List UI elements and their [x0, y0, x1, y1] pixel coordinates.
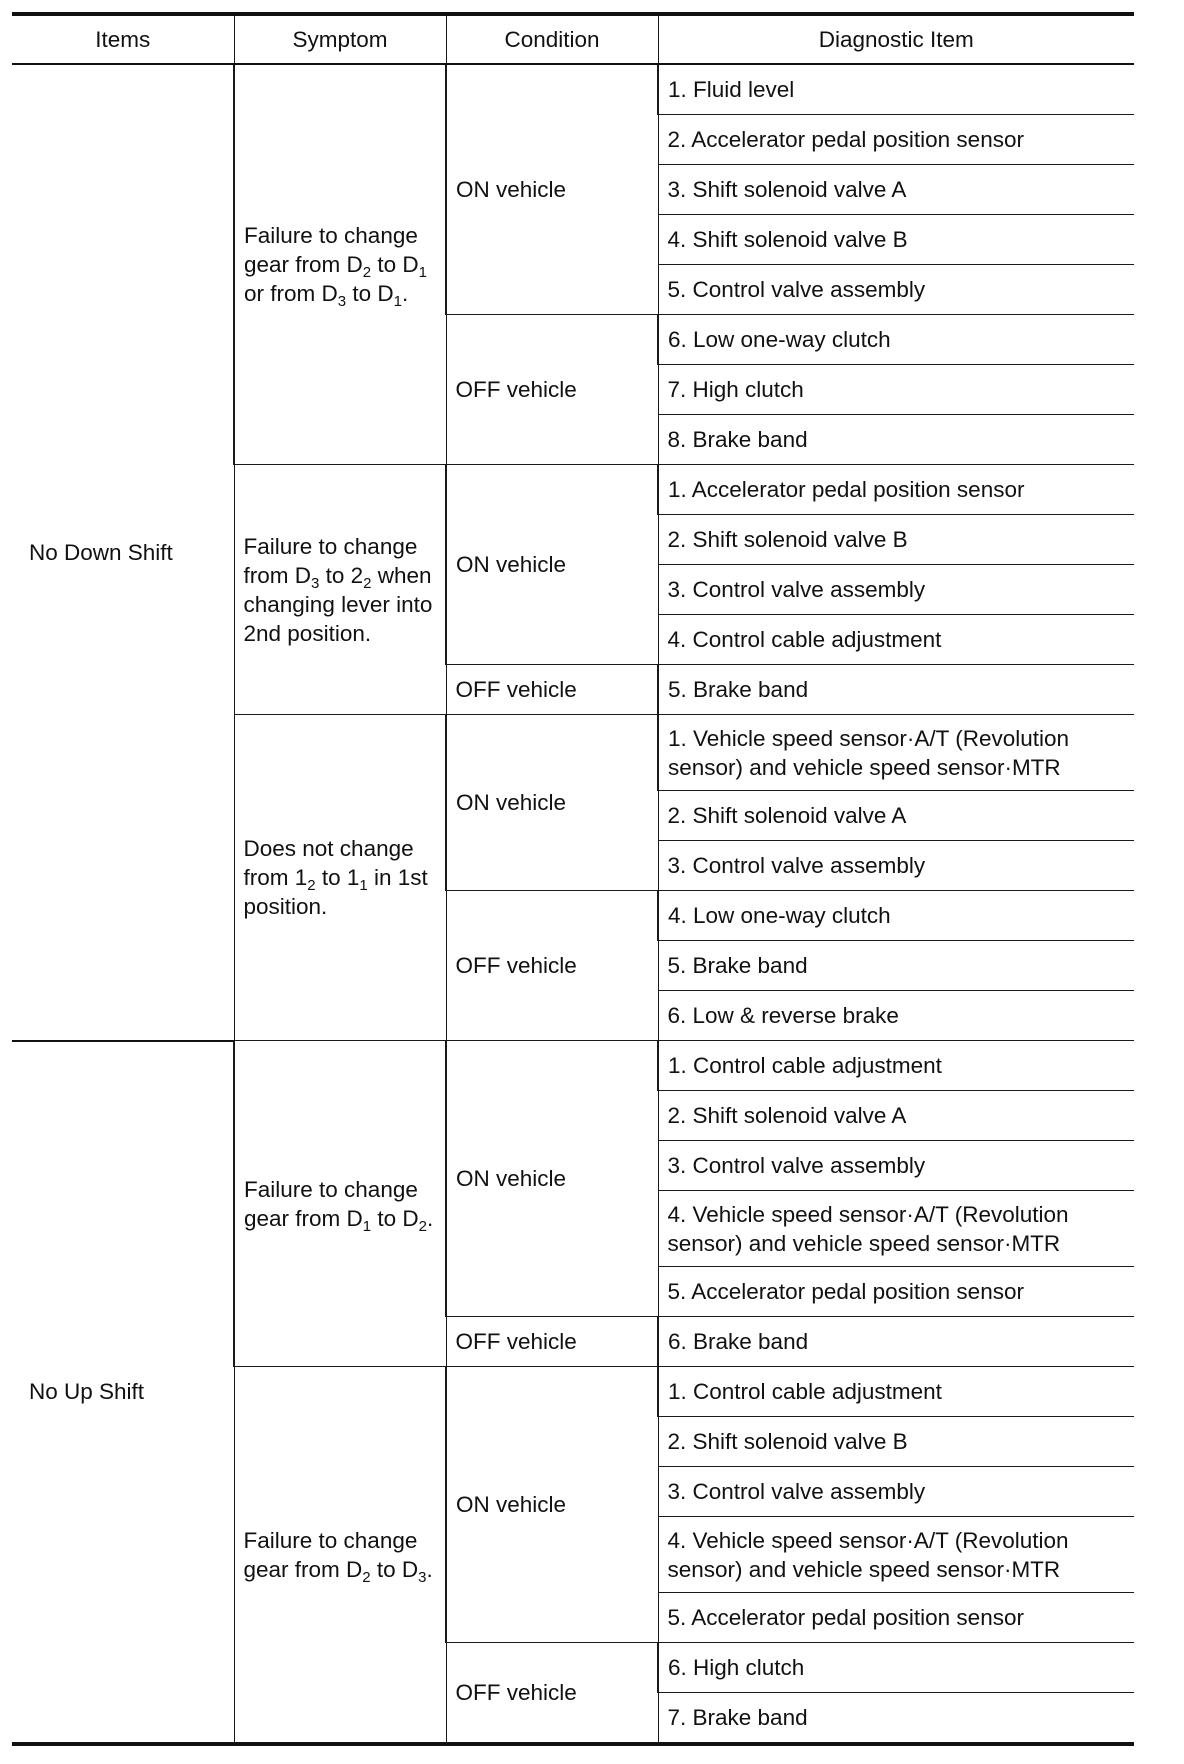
diagnostic-item-cell: 7. High clutch [658, 365, 1134, 415]
diagnostic-item-cell: 1. Vehicle speed sensor·A/T (Revolution sensor) and vehicle speed sensor·MTR [658, 715, 1134, 791]
diagnostic-item-cell: 4. Shift solenoid valve B [658, 215, 1134, 265]
diagnostic-item-cell: 3. Control valve assembly [658, 1467, 1134, 1517]
item-cell: No Down Shift [12, 64, 234, 1041]
symptom-cell: Does not change from $1_2$ to $1_1$ in 1st position. [234, 715, 446, 1041]
off-vehicle-condition-cell: OFF vehicle [446, 665, 658, 715]
symptom-cell: Failure to change gear from $D_2$ to $D_3$. [234, 1367, 446, 1745]
table-header-row [12, 14, 1134, 64]
diagnostic-item-cell: 3. Shift solenoid valve A [658, 165, 1134, 215]
table-row [12, 1041, 1134, 1091]
header-diagnostic-item: Diagnostic Item [658, 14, 1134, 64]
diagnostic-item-cell: 8. Brake band [658, 415, 1134, 465]
diagnostic-item-cell: 2. Shift solenoid valve B [658, 1417, 1134, 1467]
diagnostic-item-cell: 2. Shift solenoid valve A [658, 1091, 1134, 1141]
off-vehicle-condition-cell: OFF vehicle [446, 1643, 658, 1745]
header-condition: Condition [446, 14, 658, 64]
diagnostic-table [12, 12, 1134, 1746]
diagnostic-item-cell: 4. Control cable adjustment [658, 615, 1134, 665]
on-vehicle-condition-cell: ON vehicle [446, 1367, 658, 1643]
table-row [12, 64, 1134, 115]
on-vehicle-condition-cell: ON vehicle [446, 64, 658, 315]
symptom-cell: Failure to change gear from $D_1$ to $D_2$. [234, 1041, 446, 1367]
diagnostic-item-cell: 3. Control valve assembly [658, 841, 1134, 891]
item-cell: No Up Shift [12, 1041, 234, 1745]
diagnostic-item-cell: 6. Low one-way clutch [658, 315, 1134, 365]
diagnostic-item-cell: 6. High clutch [658, 1643, 1134, 1693]
diagnostic-item-cell: 6. Brake band [658, 1317, 1134, 1367]
symptom-cell: Failure to change gear from $D_2$ to $D_1$ or from $D_3$ to $D_1$. [234, 64, 446, 465]
diagnostic-item-cell: 5. Brake band [658, 665, 1134, 715]
off-vehicle-condition-cell: OFF vehicle [446, 1317, 658, 1367]
diagnostic-item-cell: 4. Vehicle speed sensor·A/T (Revolution sensor) and vehicle speed sensor·MTR [658, 1191, 1134, 1267]
on-vehicle-condition-cell: ON vehicle [446, 715, 658, 891]
header-symptom: Symptom [234, 14, 446, 64]
diagnostic-item-cell: 1. Accelerator pedal position sensor [658, 465, 1134, 515]
header-items: Items [12, 14, 234, 64]
on-vehicle-condition-cell: ON vehicle [446, 1041, 658, 1317]
diagnostic-item-cell: 3. Control valve assembly [658, 1141, 1134, 1191]
diagnostic-item-cell: 2. Shift solenoid valve A [658, 791, 1134, 841]
diagnostic-item-cell: 5. Accelerator pedal position sensor [658, 1593, 1134, 1643]
on-vehicle-condition-cell: ON vehicle [446, 465, 658, 665]
diagnostic-item-cell: 1. Control cable adjustment [658, 1041, 1134, 1091]
off-vehicle-condition-cell: OFF vehicle [446, 891, 658, 1041]
diagnostic-item-cell: 7. Brake band [658, 1693, 1134, 1745]
diagnostic-item-cell: 4. Vehicle speed sensor·A/T (Revolution sensor) and vehicle speed sensor·MTR [658, 1517, 1134, 1593]
diagnostic-item-cell: 5. Accelerator pedal position sensor [658, 1267, 1134, 1317]
diagnostic-item-cell: 3. Control valve assembly [658, 565, 1134, 615]
diagnostic-item-cell: 1. Fluid level [658, 64, 1134, 115]
diagnostic-item-cell: 1. Control cable adjustment [658, 1367, 1134, 1417]
off-vehicle-condition-cell: OFF vehicle [446, 315, 658, 465]
diagnostic-item-cell: 2. Accelerator pedal position sensor [658, 115, 1134, 165]
diagnostic-item-cell: 4. Low one-way clutch [658, 891, 1134, 941]
table-body [12, 64, 1134, 1744]
diagnostic-item-cell: 2. Shift solenoid valve B [658, 515, 1134, 565]
diagnostic-item-cell: 6. Low & reverse brake [658, 991, 1134, 1041]
diagnostic-item-cell: 5. Brake band [658, 941, 1134, 991]
diagnostic-item-cell: 5. Control valve assembly [658, 265, 1134, 315]
symptom-cell: Failure to change from $D_3$ to $2_2$ when changing lever into 2nd position. [234, 465, 446, 715]
